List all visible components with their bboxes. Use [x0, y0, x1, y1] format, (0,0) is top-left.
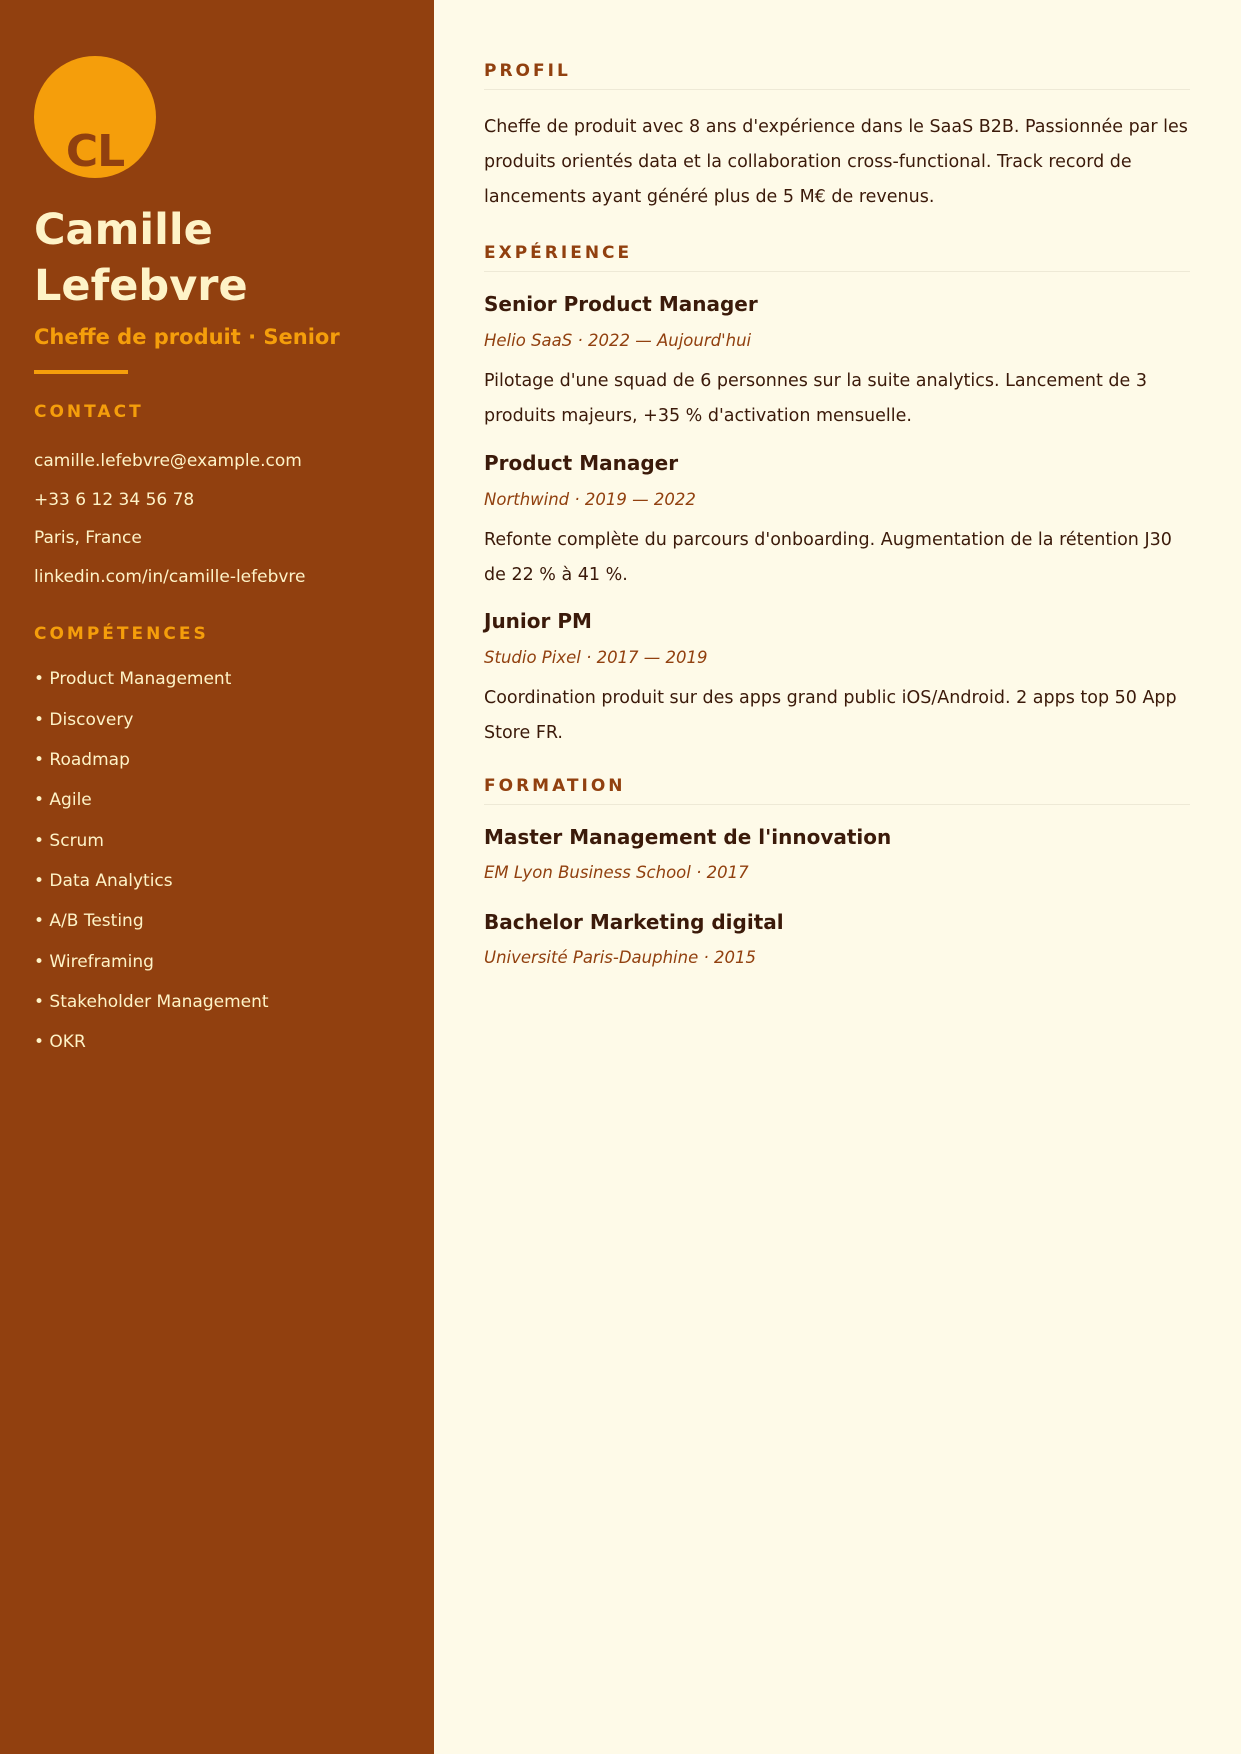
avatar: [34, 56, 156, 178]
sidebar: [0, 0, 434, 1754]
contact-linkedin[interactable]: linkedin.com/in/camille-lefebvre: [34, 567, 306, 587]
first-name: Camille: [34, 205, 213, 255]
experience-description: Coordination produit sur des apps grand public iOS/Android. 2 apps top 50 App Store FR.: [484, 688, 1177, 743]
avatar-initials: CL: [65, 126, 125, 177]
skill-item: • Agile: [34, 790, 92, 810]
experience-description: Refonte complète du parcours d'onboarding. Augmentation de la rétention J30 de 22 % à 41 %.: [484, 530, 1172, 585]
skill-item: • OKR: [34, 1032, 86, 1052]
main-content: [434, 0, 1241, 1754]
education-heading: FORMATION: [484, 776, 626, 796]
experience-title: Product Manager: [484, 451, 679, 475]
education-meta: EM Lyon Business School · 2017: [484, 863, 749, 882]
experience-heading: EXPÉRIENCE: [484, 243, 633, 263]
experience-description: Pilotage d'une squad de 6 personnes sur la suite analytics. Lancement de 3 produits majeurs, +35 % d'activation mensuelle.: [484, 371, 1148, 426]
contact-phone[interactable]: +33 6 12 34 56 78: [34, 490, 195, 510]
education-meta: Université Paris-Dauphine · 2015: [484, 948, 756, 967]
experience-meta: Northwind · 2019 — 2022: [484, 490, 696, 509]
experience-title: Junior PM: [484, 609, 592, 633]
skill-item: • Product Management: [34, 669, 232, 689]
experience-divider: [484, 271, 1190, 272]
education-title: Bachelor Marketing digital: [484, 910, 784, 934]
skill-item: • Data Analytics: [34, 871, 173, 891]
education-divider: [484, 804, 1190, 805]
last-name: Lefebvre: [34, 261, 248, 311]
skill-item: • Stakeholder Management: [34, 992, 269, 1012]
contact-email[interactable]: camille.lefebvre@example.com: [34, 451, 302, 471]
education-title: Master Management de l'innovation: [484, 825, 892, 849]
skills-heading: COMPÉTENCES: [34, 624, 209, 644]
full-name: [34, 202, 404, 314]
experience-title: Senior Product Manager: [484, 292, 758, 316]
contact-heading: CONTACT: [34, 402, 144, 422]
job-title: Cheffe de produit · Senior: [34, 325, 340, 349]
skill-item: • Discovery: [34, 710, 134, 730]
skill-item: • Wireframing: [34, 952, 154, 972]
experience-meta: Studio Pixel · 2017 — 2019: [484, 648, 708, 667]
skill-item: • A/B Testing: [34, 911, 144, 931]
skill-item: • Roadmap: [34, 750, 130, 770]
contact-location: Paris, France: [34, 528, 142, 548]
profile-heading: PROFIL: [484, 61, 571, 81]
experience-meta: Helio SaaS · 2022 — Aujourd'hui: [484, 331, 752, 350]
profile-text: Cheffe de produit avec 8 ans d'expérience dans le SaaS B2B. Passionnée par les produits orientés data et la collaboration cross-functional. Track record de lancements ayant généré plus de 5 M€ de revenus.: [484, 117, 1188, 207]
skill-item: • Scrum: [34, 831, 104, 851]
profile-divider: [484, 89, 1190, 90]
title-divider: [34, 370, 128, 374]
